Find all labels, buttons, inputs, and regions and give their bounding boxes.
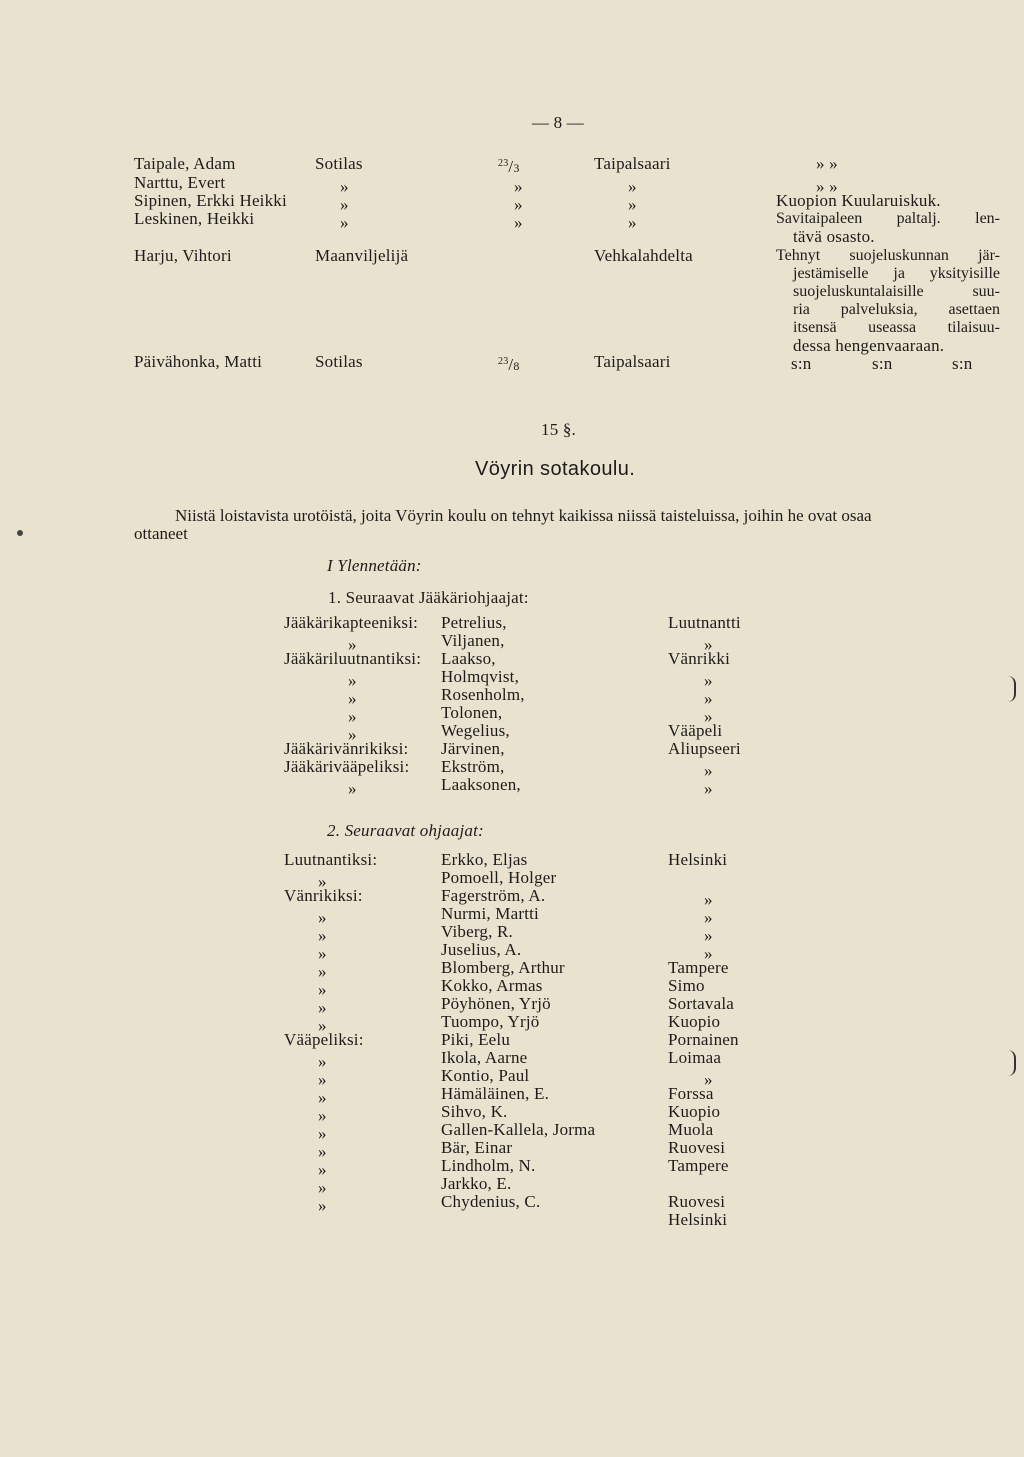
table-row-name: Harju, Vihtori xyxy=(134,246,232,265)
table-row-place: Taipalsaari xyxy=(594,352,671,371)
table-row-place: » xyxy=(628,177,637,196)
table-row-note-cont: ria palveluksia, asettaen xyxy=(793,301,1000,318)
table-row-rank: » xyxy=(340,177,349,196)
group2-person-name: Piki, Eelu xyxy=(441,1030,511,1049)
table-row-note: » » xyxy=(816,177,838,196)
group2-hometown: Helsinki xyxy=(668,850,728,869)
group2-hometown: Helsinki xyxy=(668,1210,728,1229)
group2-rank-label: Luutnantiksi: xyxy=(284,850,378,869)
table-row-name: Leskinen, Heikki xyxy=(134,209,255,228)
table-row-note: s:n xyxy=(952,354,973,373)
group1-previous-rank: » xyxy=(704,761,713,780)
table-row-note: Tehnyt suojeluskunnan jär- xyxy=(776,247,1000,264)
group2-person-name: Erkko, Eljas xyxy=(441,850,528,869)
group1-person-name: Holmqvist, xyxy=(441,667,520,686)
group2-person-name: Lindholm, N. xyxy=(441,1156,536,1175)
table-row-note-cont: dessa hengenvaaraan. xyxy=(793,336,945,355)
table-row-date: $^{23}$/3 xyxy=(498,157,520,176)
table-row-name: Päivähonka, Matti xyxy=(134,352,263,371)
table-row-rank: » xyxy=(340,213,349,232)
group2-rank-label: » xyxy=(318,1106,327,1125)
table-row-date: » xyxy=(514,195,523,214)
group2-person-name: Pomoell, Holger xyxy=(441,868,557,887)
group2-rank-label: » xyxy=(318,1160,327,1179)
group2-hometown: » xyxy=(704,944,713,963)
group2-person-name: Sihvo, K. xyxy=(441,1102,508,1121)
table-row-note: s:n xyxy=(872,354,893,373)
group2-hometown: Ruovesi xyxy=(668,1192,726,1211)
group1-person-name: Tolonen, xyxy=(441,703,503,722)
table-row-note: Kuopion Kuularuiskuk. xyxy=(776,191,941,210)
group1-previous-rank: » xyxy=(704,635,713,654)
group2-rank-label: Vääpeliksi: xyxy=(284,1030,364,1049)
group1-rank-label: » xyxy=(348,689,357,708)
group1-rank-label: Jääkärikapteeniksi: xyxy=(284,613,419,632)
group2-person-name: Gallen-Kallela, Jorma xyxy=(441,1120,596,1139)
group2-rank-label: » xyxy=(318,1088,327,1107)
group2-rank-label: » xyxy=(318,926,327,945)
group2-person-name: Kokko, Armas xyxy=(441,976,543,995)
group2-person-name: Jarkko, E. xyxy=(441,1174,512,1193)
table-row-note-cont: tävä osasto. xyxy=(793,227,875,246)
group1-previous-rank: Vänrikki xyxy=(668,649,731,668)
group2-rank-label: » xyxy=(318,944,327,963)
group2-rank-label: » xyxy=(318,980,327,999)
table-row-name: Narttu, Evert xyxy=(134,173,226,192)
date-numerator: 23 xyxy=(498,158,509,169)
group2-hometown: Kuopio xyxy=(668,1102,721,1121)
group1-previous-rank: Vääpeli xyxy=(668,721,723,740)
group1-person-name: Laaksonen, xyxy=(441,775,521,794)
group2-hometown: Simo xyxy=(668,976,705,995)
group1-rank-label: Jääkäriluutnantiksi: xyxy=(284,649,422,668)
group2-rank-label: » xyxy=(318,1196,327,1215)
group2-person-name: Bär, Einar xyxy=(441,1138,513,1157)
table-row-name: Taipale, Adam xyxy=(134,154,236,173)
table-row-rank: Maanviljelijä xyxy=(315,246,409,265)
table-row-date: » xyxy=(514,213,523,232)
group2-rank-label: » xyxy=(318,1124,327,1143)
table-row-date: » xyxy=(514,177,523,196)
group1-person-name: Järvinen, xyxy=(441,739,505,758)
table-row-place: Taipalsaari xyxy=(594,154,671,173)
group1-previous-rank: » xyxy=(704,707,713,726)
group2-hometown: Pornainen xyxy=(668,1030,739,1049)
group1-previous-rank: Aliupseeri xyxy=(668,739,741,758)
group2-person-name: Hämäläinen, E. xyxy=(441,1084,550,1103)
group1-rank-label: » xyxy=(348,779,357,798)
group2-person-name: Nurmi, Martti xyxy=(441,904,539,923)
edge-bracket xyxy=(1008,1050,1016,1076)
table-row-note: s:n xyxy=(791,354,812,373)
group2-person-name: Tuompo, Yrjö xyxy=(441,1012,540,1031)
table-row-rank: Sotilas xyxy=(315,154,363,173)
group1-rank-label: » xyxy=(348,707,357,726)
group2-rank-label: » xyxy=(318,1052,327,1071)
group2-rank-label: » xyxy=(318,1070,327,1089)
table-row-name: Sipinen, Erkki Heikki xyxy=(134,191,287,210)
group2-hometown: » xyxy=(704,908,713,927)
group2-person-name: Viberg, R. xyxy=(441,922,513,941)
group1-previous-rank: Luutnantti xyxy=(668,613,741,632)
group2-rank-label: » xyxy=(318,1142,327,1161)
group2-person-name: Juselius, A. xyxy=(441,940,522,959)
group2-hometown: Loimaa xyxy=(668,1048,722,1067)
table-row-note-cont: suojeluskuntalaisille suu- xyxy=(793,283,1000,300)
table-row-date: $^{23}$/8 xyxy=(498,355,520,374)
group1-previous-rank: » xyxy=(704,671,713,690)
section-title: Vöyrin sotakoulu. xyxy=(475,458,636,480)
group2-title: 2. Seuraavat ohjaajat: xyxy=(327,821,484,840)
group2-person-name: Fagerström, A. xyxy=(441,886,546,905)
table-row-place: » xyxy=(628,213,637,232)
group1-person-name: Viljanen, xyxy=(441,631,505,650)
table-row-note: Savitaipaleen paltalj. len- xyxy=(776,210,1000,227)
group1-person-name: Petrelius, xyxy=(441,613,507,632)
group2-person-name: Kontio, Paul xyxy=(441,1066,530,1085)
table-row-place: » xyxy=(628,195,637,214)
group1-previous-rank: » xyxy=(704,779,713,798)
group1-previous-rank: » xyxy=(704,689,713,708)
group1-rank-label: » xyxy=(348,635,357,654)
table-row-place: Vehkalahdelta xyxy=(594,246,693,265)
group2-person-name: Pöyhönen, Yrjö xyxy=(441,994,551,1013)
table-row-note-cont: jestämiselle ja yksityisille xyxy=(793,265,1000,282)
group2-rank-label: » xyxy=(318,998,327,1017)
table-row-note-cont: itsensä useassa tilaisuu- xyxy=(793,319,1000,336)
group2-hometown: » xyxy=(704,1070,713,1089)
group2-person-name: Chydenius, C. xyxy=(441,1192,541,1211)
group2-hometown: Tampere xyxy=(668,1156,729,1175)
group2-rank-label: » xyxy=(318,908,327,927)
date-denominator: 3 xyxy=(513,161,520,175)
group1-rank-label: Jääkärivänrikiksi: xyxy=(284,739,409,758)
group2-rank-label: » xyxy=(318,1016,327,1035)
group2-hometown: » xyxy=(704,926,713,945)
group2-hometown: Sortavala xyxy=(668,994,734,1013)
table-row-note: » » xyxy=(816,154,838,173)
table-row-rank: Sotilas xyxy=(315,352,363,371)
intro-paragraph-line1: Niistä loistavista urotöistä, joita Vöyrin koulu on tehnyt kaikissa niissä taisteluissa, joihin he ovat osaa xyxy=(175,506,872,525)
group2-rank-label: » xyxy=(318,962,327,981)
group2-hometown: Tampere xyxy=(668,958,729,977)
group2-rank-label: Vänrikiksi: xyxy=(284,886,363,905)
group2-rank-label: » xyxy=(318,1178,327,1197)
section-number: 15 §. xyxy=(541,420,576,439)
group1-rank-label: » xyxy=(348,671,357,690)
group1-person-name: Wegelius, xyxy=(441,721,510,740)
table-row-rank: » xyxy=(340,195,349,214)
group1-title: 1. Seuraavat Jääkäriohjaajat: xyxy=(328,588,529,607)
group2-hometown: Muola xyxy=(668,1120,714,1139)
subheading-promoted: I Ylennetään: xyxy=(327,556,422,575)
date-numerator: 23 xyxy=(498,356,509,367)
group1-person-name: Rosenholm, xyxy=(441,685,525,704)
edge-bracket xyxy=(1008,676,1016,702)
group2-person-name: Ikola, Aarne xyxy=(441,1048,528,1067)
date-denominator: 8 xyxy=(513,359,520,373)
page-number: — 8 — xyxy=(532,113,584,132)
group2-person-name: Blomberg, Arthur xyxy=(441,958,565,977)
intro-paragraph-line2: ottaneet xyxy=(134,524,188,543)
group1-rank-label: Jääkärivääpeliksi: xyxy=(284,757,410,776)
group2-rank-label: » xyxy=(318,872,327,891)
group2-hometown: Kuopio xyxy=(668,1012,721,1031)
group1-person-name: Laakso, xyxy=(441,649,496,668)
group2-hometown: » xyxy=(704,890,713,909)
margin-dot xyxy=(17,530,23,536)
group2-hometown: Ruovesi xyxy=(668,1138,726,1157)
group2-hometown: Forssa xyxy=(668,1084,714,1103)
group1-person-name: Ekström, xyxy=(441,757,505,776)
group1-rank-label: » xyxy=(348,725,357,744)
